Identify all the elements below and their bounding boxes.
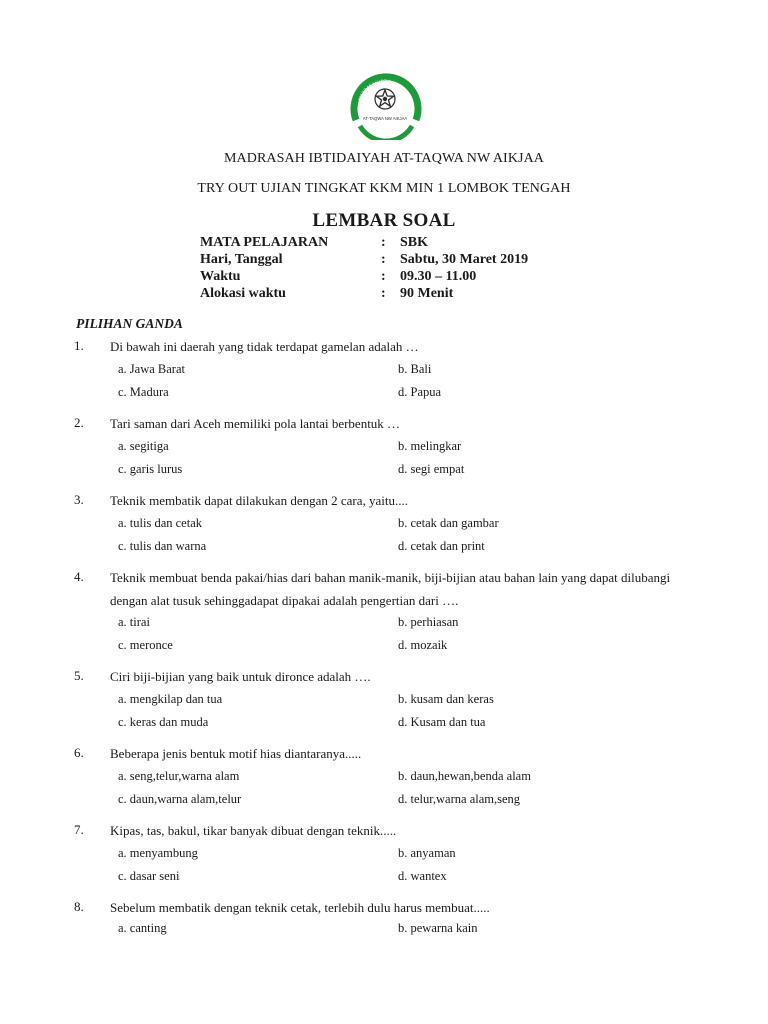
question-text: Sebelum membatik dengan teknik cetak, terlebih dulu harus membuat..... bbox=[110, 900, 490, 915]
option-c: c. meronce bbox=[118, 638, 173, 652]
question-text: Teknik membuat benda pakai/hias dari bahan manik-manik, biji-bijian atau bahan lain yang dapat dilubangi dengan alat tusuk sehinggadapat dipakai adalah pengertian dari …. bbox=[110, 570, 671, 608]
question-number: 7. bbox=[74, 822, 84, 837]
question-text: Ciri biji-bijian yang baik untuk dironce adalah …. bbox=[110, 669, 371, 684]
question-number: 4. bbox=[74, 569, 84, 584]
question-text: Tari saman dari Aceh memiliki pola lantai berbentuk … bbox=[110, 416, 401, 431]
question-number: 2. bbox=[74, 415, 84, 430]
question-number: 5. bbox=[74, 668, 84, 683]
option-d: d. wantex bbox=[398, 869, 447, 883]
school-logo bbox=[346, 68, 424, 140]
option-b: b. perhiasan bbox=[398, 615, 459, 629]
option-b: b. kusam dan keras bbox=[398, 692, 494, 706]
question-text: Kipas, tas, bakul, tikar banyak dibuat dengan teknik..... bbox=[110, 823, 397, 838]
question-number: 8. bbox=[74, 899, 84, 914]
option-b: b. Bali bbox=[398, 362, 432, 376]
option-c: c. tulis dan warna bbox=[118, 539, 207, 553]
info-label: Alokasi waktu bbox=[200, 286, 286, 301]
question-number: 3. bbox=[74, 492, 84, 507]
option-a: a. segitiga bbox=[118, 439, 169, 453]
info-colon: : bbox=[381, 269, 386, 284]
option-d: d. telur,warna alam,seng bbox=[398, 792, 521, 806]
info-label: MATA PELAJARAN bbox=[200, 235, 329, 250]
option-d: d. Papua bbox=[398, 385, 442, 399]
info-value: 09.30 – 11.00 bbox=[400, 269, 477, 284]
option-a: a. tirai bbox=[118, 615, 150, 629]
question-text: Di bawah ini daerah yang tidak terdapat gamelan adalah … bbox=[110, 339, 419, 354]
info-colon: : bbox=[381, 286, 386, 301]
question-number: 1. bbox=[74, 338, 84, 353]
option-c: c. keras dan muda bbox=[118, 715, 209, 729]
option-c: c. daun,warna alam,telur bbox=[118, 792, 242, 806]
question-text: Teknik membatik dapat dilakukan dengan 2 cara, yaitu.... bbox=[110, 493, 408, 508]
option-a: a. tulis dan cetak bbox=[118, 516, 202, 530]
option-c: c. Madura bbox=[118, 385, 169, 399]
option-b: b. anyaman bbox=[398, 846, 456, 860]
page-title: LEMBAR SOAL bbox=[312, 210, 456, 231]
option-b: b. pewarna kain bbox=[398, 921, 478, 935]
option-c: c. dasar seni bbox=[118, 869, 180, 883]
question-number: 6. bbox=[74, 745, 84, 760]
info-colon: : bbox=[381, 235, 386, 250]
school-name: MADRASAH IBTIDAIYAH AT-TAQWA NW AIKJAA bbox=[223, 151, 545, 166]
info-value: SBK bbox=[400, 235, 429, 250]
info-colon: : bbox=[381, 252, 386, 267]
info-value: 90 Menit bbox=[400, 286, 454, 301]
info-label: Hari, Tanggal bbox=[200, 252, 283, 267]
option-a: a. Jawa Barat bbox=[118, 362, 185, 376]
logo-emblem-icon bbox=[346, 68, 424, 140]
option-a: a. canting bbox=[118, 921, 167, 935]
logo-top-text: MADRASAH IBTIDAIYAH bbox=[357, 78, 406, 102]
option-a: a. seng,telur,warna alam bbox=[118, 769, 240, 783]
option-d: d. Kusam dan tua bbox=[398, 715, 486, 729]
section-title: PILIHAN GANDA bbox=[76, 316, 183, 331]
option-d: d. mozaik bbox=[398, 638, 448, 652]
info-label: Waktu bbox=[200, 269, 241, 284]
option-a: a. mengkilap dan tua bbox=[118, 692, 223, 706]
option-c: c. garis lurus bbox=[118, 462, 183, 476]
option-b: b. daun,hewan,benda alam bbox=[398, 769, 531, 783]
logo-bottom-text: AT-TAQWA NW AIKJAA bbox=[362, 116, 408, 121]
option-d: d. segi empat bbox=[398, 462, 465, 476]
info-value: Sabtu, 30 Maret 2019 bbox=[400, 252, 529, 267]
option-b: b. melingkar bbox=[398, 439, 462, 453]
option-d: d. cetak dan print bbox=[398, 539, 485, 553]
exam-title: TRY OUT UJIAN TINGKAT KKM MIN 1 LOMBOK TENGAH bbox=[197, 181, 571, 196]
option-b: b. cetak dan gambar bbox=[398, 516, 499, 530]
question-text: Beberapa jenis bentuk motif hias diantaranya..... bbox=[110, 746, 362, 761]
option-a: a. menyambung bbox=[118, 846, 198, 860]
